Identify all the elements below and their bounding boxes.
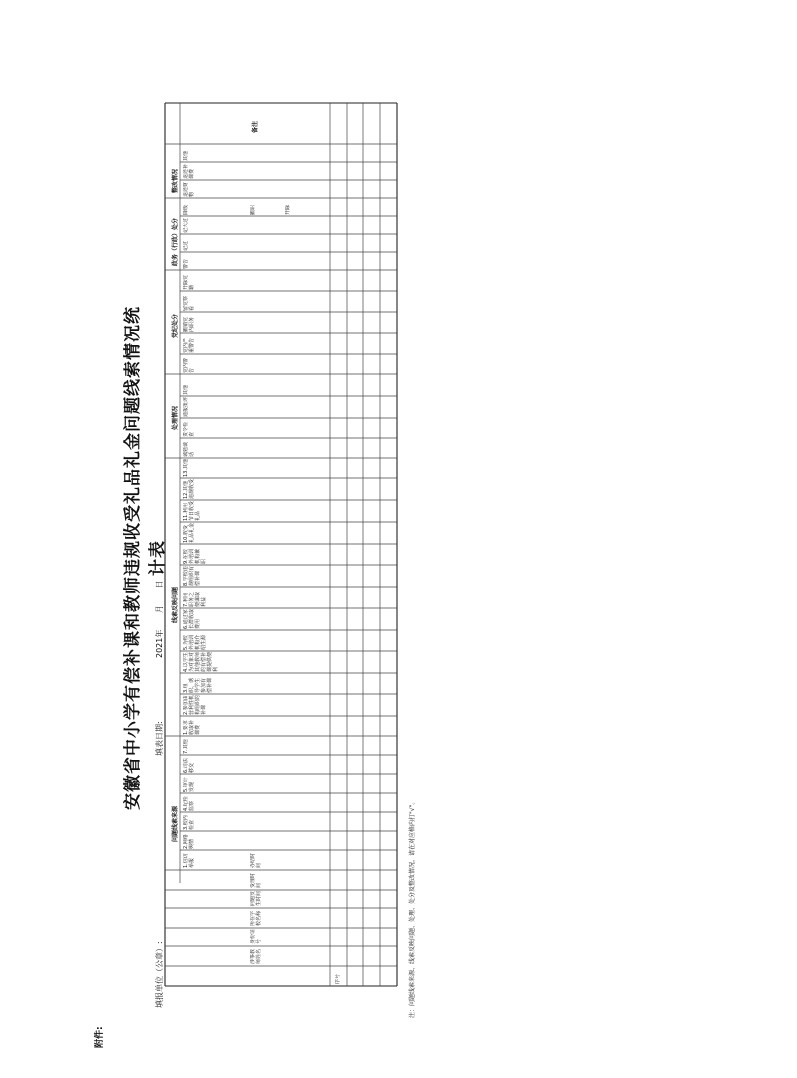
header-discipline-4: 留党察看: [183, 295, 195, 311]
header-school: 所在学校名称: [250, 910, 262, 926]
header-source-7: 7.其他: [183, 739, 189, 754]
header-id-number: 身份证号: [250, 929, 262, 944]
header-discipline-group: 党纪处分: [172, 313, 179, 338]
header-problem-9: 9.在校外培训机构兼职: [183, 548, 207, 564]
header-handle-group: 处理情况: [172, 405, 179, 430]
attachment-label: 附件:: [95, 1026, 105, 1048]
header-discipline-3: 撤销党内职务: [183, 316, 195, 332]
header-rectify-1: 退还财物: [183, 181, 195, 197]
header-discipline-2: 党内严重警告: [183, 337, 195, 353]
header-remarks: 备注: [252, 120, 259, 133]
header-source-2: 2.网络舆情: [183, 834, 195, 849]
header-problem-group: 线索反映问题: [172, 586, 179, 623]
header-problem-11: 11.利用节日收受礼品: [183, 501, 201, 521]
header-problem-6: 6.通过家长群收取费用: [183, 609, 201, 629]
header-gov-5: 撤职: [250, 204, 256, 215]
header-closed-time: 办结时间: [250, 852, 262, 868]
footnote: 注：问题线索来源、线索反映问题、处理、处分及整改情况，请在对应格内打"√"。: [409, 798, 416, 1018]
page-title: 安徽省中小学有偿补课和教师违规收受礼品礼金问题线索情况统计表: [123, 306, 168, 810]
header-gov-1: 警告: [183, 258, 189, 269]
header-rectify-group: 整改情况: [172, 168, 179, 193]
header-problem-10: 10.收受礼品礼金: [183, 523, 195, 543]
header-source-4: 4.纪检监察: [183, 796, 195, 811]
header-gov-2: 记过: [183, 240, 189, 251]
fill-date-fields: 2021年 月 日: [155, 580, 164, 658]
header-source-5: 5.审计发现: [183, 777, 195, 792]
header-discipline-1: 党内警告: [183, 357, 195, 373]
header-received-time: 受理时间: [250, 872, 262, 888]
header-source-3: 3.校内检查: [183, 815, 195, 830]
header-rectify-3: 其他: [183, 150, 189, 161]
header-problem-12: 12.其他违规收受: [183, 479, 195, 499]
header-handle-3: 通报批评: [183, 397, 189, 417]
header-problem-13: 13.其他: [183, 459, 189, 477]
header-problem-1: 1.要求收取补课费: [183, 719, 201, 735]
header-problem-8: 8.学校违规组织有偿补课: [183, 566, 201, 586]
header-problem-5: 5.为校外培训机构介绍生源: [183, 634, 207, 650]
header-problem-7: 7.利用职务之便谋取利益: [183, 591, 207, 607]
header-gov-group: 政务（行政）处分: [172, 217, 179, 266]
header-discipline-5: 开除党籍: [183, 274, 195, 290]
header-source-6: 6.司法移交: [183, 758, 195, 773]
header-problem-4: 4.以学生为对象对其他教师的有偿补课提供便利: [183, 652, 219, 672]
header-handle-1: 诫勉谈话: [183, 441, 195, 457]
header-gov-4: 降级: [183, 204, 189, 215]
header-handle-4: 其他: [183, 384, 189, 395]
header-gov-6: 开除: [285, 204, 291, 215]
header-handle-2: 责令检查: [183, 421, 195, 437]
fill-date-label: 填表日期:: [155, 721, 164, 756]
header-teacher-name: 涉事教师姓名: [250, 948, 262, 964]
header-problem-3: 3.组织、诱导学生参加有偿补课: [183, 677, 213, 693]
fill-unit-label: 填报单位（公章）:: [155, 941, 164, 1008]
header-problem-time: 问题发生时间: [250, 891, 262, 906]
header-rectify-2: 退还补课费: [183, 163, 195, 179]
header-source-group: 问题线索来源: [172, 805, 179, 842]
header-gov-3: 记大过: [183, 217, 189, 233]
header-source-1: 1.信访举报: [183, 853, 195, 868]
header-problem-2: 2.参加由营利性机构组织的补课: [183, 695, 207, 715]
header-seq: 序号: [335, 973, 341, 984]
